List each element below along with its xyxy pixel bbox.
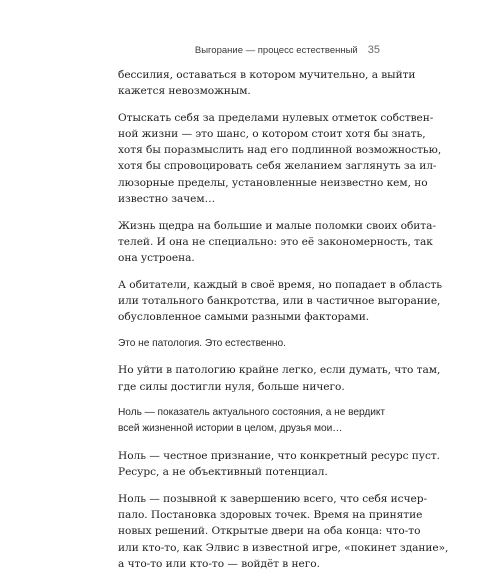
text-line: А обитатели, каждый в своё время, но попадает в область bbox=[118, 278, 442, 291]
text-line: или кто-то, как Элвис в известной игре, «покинет здание», bbox=[118, 541, 449, 554]
paragraph bbox=[118, 491, 449, 572]
text-line: люзорные пределы, установленные неизвестно кем, но bbox=[118, 176, 428, 189]
text-line: Жизнь щедра на большие и малые поломки своих обита- bbox=[118, 219, 436, 232]
running-title: Выгорание — процесс естественный bbox=[194, 45, 358, 56]
text-line: новых решений. Открытые двери на оба конца: что-то bbox=[118, 525, 421, 538]
text-line: Ноль — показатель актуального состояния, а не вердикт bbox=[118, 407, 386, 419]
text-line: хотя бы поразмыслить над его подлинной возможностью, bbox=[118, 144, 442, 157]
text-line: всей жизненной истории в целом, друзья мои… bbox=[118, 423, 343, 435]
text-line: Ноль — позывной к завершению всего, что себя исчер- bbox=[118, 492, 427, 505]
text-line: кажется невозможным. bbox=[118, 85, 251, 98]
text-line: телей. И она не специально: это её закономерность, так bbox=[118, 235, 433, 248]
text-line: Ресурс, а не объективный потенциал. bbox=[118, 466, 328, 479]
paragraph bbox=[118, 67, 416, 99]
text-line: бессилия, оставаться в котором мучительно, а выйти bbox=[118, 69, 416, 81]
text-line: Это не патология. Это естественно. bbox=[118, 337, 286, 349]
page-number: 35 bbox=[367, 44, 380, 56]
text-line: Ноль — честное признание, что конкретный ресурс пуст. bbox=[118, 450, 440, 463]
page-body-text bbox=[118, 67, 449, 582]
text-line: известно зачем… bbox=[118, 192, 216, 205]
paragraph bbox=[118, 362, 441, 394]
paragraph bbox=[118, 336, 380, 352]
text-line: Отыскать себя за пределами нулевых отметок собствен- bbox=[118, 111, 434, 124]
text-line: или тотального банкротства, или в частичное выгорание, bbox=[118, 294, 441, 307]
text-line: а что-то или кто-то — войдёт в него. bbox=[118, 557, 320, 570]
text-line: пало. Постановка здоровых точек. Время на принятие bbox=[118, 509, 423, 522]
running-header bbox=[118, 44, 380, 56]
text-line: хотя бы спровоцировать себя желанием заглянуть за ил- bbox=[118, 160, 437, 173]
text-line: ной жизни — это шанс, о котором стоит хотя бы знать, bbox=[118, 128, 426, 141]
text-line: где силы достигли нуля, больше ничего. bbox=[118, 380, 345, 393]
text-line: обусловленное самыми разными факторами. bbox=[118, 310, 370, 323]
paragraph bbox=[118, 448, 440, 480]
text-line: она устроена. bbox=[118, 251, 195, 264]
paragraph bbox=[118, 110, 442, 207]
paragraph bbox=[118, 277, 442, 326]
text-line: Но уйти в патологию крайне легко, если думать, что там, bbox=[118, 364, 441, 377]
paragraph bbox=[118, 218, 436, 267]
paragraph bbox=[118, 405, 386, 437]
